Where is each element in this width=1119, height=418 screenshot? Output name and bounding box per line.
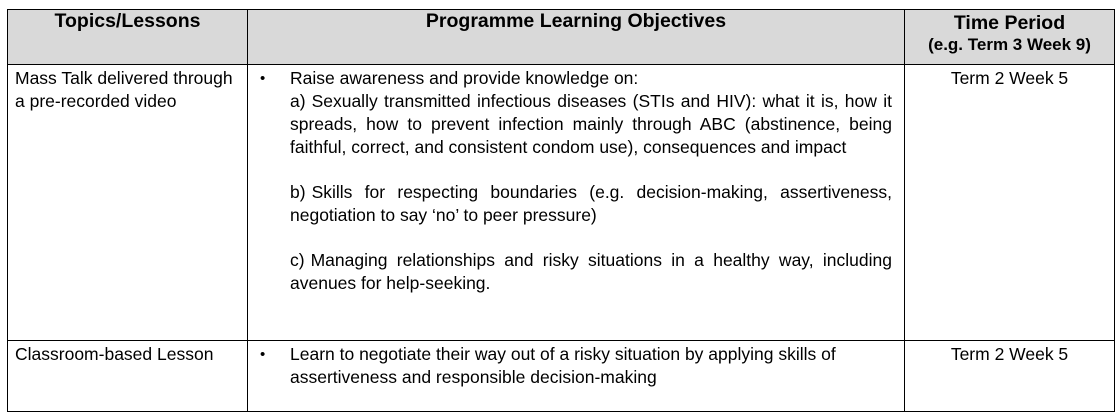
item-text: Skills for respecting boundaries (e.g. decision-making, assertiveness, negotiation to say ‘no’ to peer pressure): [290, 182, 892, 225]
item-text: Sexually transmitted infectious diseases (STIs and HIV): what it is, how it spreads, how to prevent infection mainly through ABC (abstinence, being faithful, correct, and consistent condom use), consequences and impact: [290, 91, 892, 157]
time-period-cell: Term 2 Week 5: [905, 341, 1115, 412]
header-time-title: Time Period: [953, 12, 1066, 34]
header-row: [8, 10, 1115, 65]
bullet-icon: •: [260, 70, 266, 87]
objective-bullet: [260, 343, 892, 389]
table-header: [8, 10, 1115, 65]
topic-cell: Classroom-based Lesson: [8, 341, 248, 412]
bullet-icon: •: [260, 346, 266, 363]
table-row: [8, 65, 1115, 341]
objective-intro: Learn to negotiate their way out of a risky situation by applying skills of assertiveness and responsible decision-making: [290, 344, 836, 387]
objective-bullet: [260, 67, 892, 295]
objective-item-b: [290, 181, 892, 227]
item-label: a): [290, 91, 306, 111]
time-period-cell: Term 2 Week 5: [905, 65, 1115, 341]
objective-body: [290, 67, 892, 295]
header-time-period: [905, 10, 1115, 65]
header-time-example: (e.g. Term 3 Week 9): [928, 35, 1091, 54]
objective-intro: Raise awareness and provide knowledge on:: [290, 68, 639, 88]
item-label: b): [290, 182, 306, 202]
objectives-cell: [248, 341, 905, 412]
topic-cell: Mass Talk delivered through a pre-recorded video: [8, 65, 248, 341]
objectives-cell: [248, 65, 905, 341]
objective-item-a: [290, 90, 892, 159]
objective-item-c: [290, 249, 892, 295]
header-objectives: Programme Learning Objectives: [248, 10, 905, 65]
lesson-plan-table: [7, 9, 1115, 412]
table-row: [8, 341, 1115, 412]
header-topics: Topics/Lessons: [8, 10, 248, 65]
item-label: c): [290, 250, 305, 270]
objective-body: [290, 343, 892, 389]
item-text: Managing relationships and risky situations in a healthy way, including avenues for help-seeking.: [290, 250, 892, 293]
